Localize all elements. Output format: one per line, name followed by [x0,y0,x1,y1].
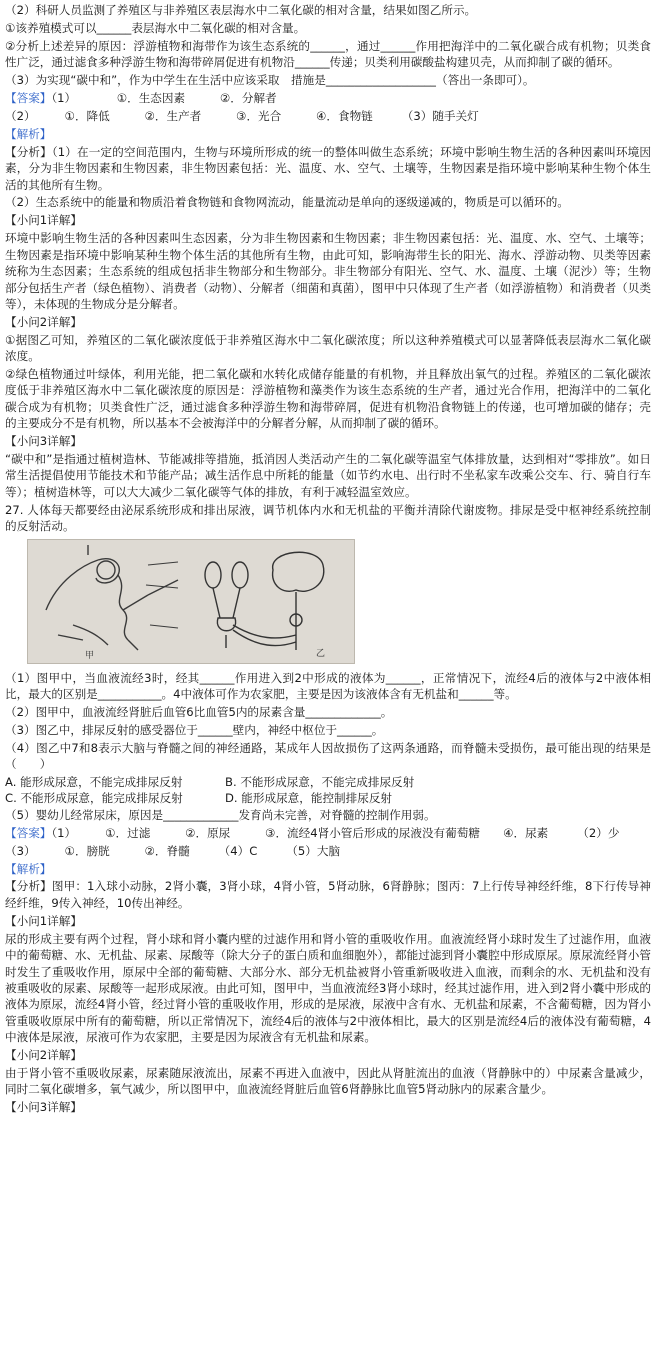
xiao2-heading: 【小问2详解】 [5,314,82,329]
q27-xiao1-heading: 【小问1详解】 [5,913,82,928]
option-d: D. 能形成尿意，能控制排尿反射 [225,791,393,806]
option-c: C. 不能形成尿意，能完成排尿反射 [5,791,183,806]
xiao3-heading: 【小问3详解】 [5,434,82,449]
q27-answer-block [5,825,651,841]
q27-analysis: 【分析】图甲：1入球小动脉，2肾小囊，3肾小球，4肾小管，5肾动脉，6肾静脉；图丙：7上行传导神经纤维，8下行传导神经纤维，9传入神经，10传出神经。 [5,879,651,910]
q27-xiao1-text: 尿的形成主要有两个过程，肾小球和肾小囊内壁的过滤作用和肾小管的重吸收作用。血液流经肾小球时发生了过滤作用，血液中的葡萄糖、水、无机盐、尿素、尿酸等（除大分子的蛋白质和血细胞外），都能过滤到肾小囊腔中形成原尿。原尿流经肾小管时发生了重吸收作用，原尿中全部的葡萄糖、大部分水、部分无机盐被肾小管重新吸收进入血液，而剩余的水、无机盐和没有被重吸收的尿素、尿酸等一起形成尿液。由此可知，图甲中，当血液流经3肾小球时，经其过滤作用，进入到2肾小囊中形成的液体为原尿，流经4肾小管，经过肾小管的重吸收作用，形成的是尿液，尿液中含有水、无机盐和尿素，不含葡萄糖，因为肾小管重吸收原尿中所有的葡萄糖，所以正常情况下，流经4后的液体与2中液体相比，最大的区别是流经4后的液体没有葡萄糖，4中液体是尿液，尿液可作为农家肥，主要是因为尿液含有无机盐和尿素。 [5,931,651,1045]
q2-intro: （2）科研人员监测了养殖区与非养殖区表层海水中二氧化碳的相对含量，结果如图乙所示。 [5,3,477,17]
q27-xiao2-text: 由于肾小管不重吸收尿素，尿素随尿液流出，尿素不再进入血液中，因此从肾脏流出的血液（肾静脉中的）中尿素含量减少，同时二氧化碳增多，氧气减少，所以图甲中，血液流经肾脏后血管6肾静脉比血管5肾动脉内的尿素含量少。 [5,1065,651,1097]
answer-tag: 【答案】 [5,91,52,106]
jiexi-tag: 【解析】 [5,126,52,141]
answer-line-2: （2） ①．降低 ②．生产者 ③．光合 ④．食物链 （3）随手关灯 [5,108,479,123]
q27-answer-line-1: （1） ①．过滤 ②．原尿 ③．流经4肾小管后形成的尿液没有葡萄糖 ④．尿素 （2）少 [51,825,620,840]
xiao3-text: “碳中和”是指通过植树造林、节能减排等措施，抵消因人类活动产生的二氧化碳等温室气体排放量，达到相对“零排放”。如日常生活提倡使用节能技术和节能产品；减生活作息中所耗的能量（如节约水电、出行时不坐私家车改乘公交车、行、骑自行车等）；植树造林等，可以大大减少二氧化碳等气体的排放，有利于减轻温室效应。 [5,452,651,499]
q27-q2: （2）图甲中，血液流经肾脏后血管6比血管5内的尿素含量_____________。 [5,704,393,719]
option-b: B. 不能形成尿意，不能完成排尿反射 [225,775,415,790]
q2-sub1: ①该养殖模式可以______表层海水中二氧化碳的相对含量。 [5,20,306,35]
q27-q3: （3）图乙中，排尿反射的感受器位于______壁内，神经中枢位于______。 [5,722,384,737]
fig-label-yi: 乙 [316,648,326,659]
xiao2-text-1: ①据图乙可知，养殖区的二氧化碳浓度低于非养殖区海水中二氧化碳浓度；所以这种养殖模式可以显著降低表层海水二氧化碳浓度。 [5,332,651,364]
answer-line-1: （1） ①．生态因素 ②．分解者 [51,91,277,106]
q3-question: （3）为实现“碳中和”，作为中学生在生活中应该采取 措施是___________________（答出一条即可）。 [5,73,535,88]
q27-jiexi-tag: 【解析】 [5,861,52,876]
q27-q1: （1）图甲中，当血液流经3时，经其______作用进入到2中形成的液体为______，正常情况下，流经4后的液体与2中液体相比，最大的区别是___________。4中液体可作为农家肥，主要是因为该液体含有无机盐和______等。 [5,670,651,701]
q4-options [5,774,651,807]
q27-xiao2-heading: 【小问2详解】 [5,1048,82,1063]
xiao1-heading: 【小问1详解】 [5,213,82,228]
fig-label-jia: 甲 [85,650,95,661]
q2-sub2: ②分析上述差异的原因：浮游植物和海带作为该生态系统的______，通过______作用把海洋中的二氧化碳合成有机物；贝类食性广泛，通过滤食多种浮游生物和海带碎屑促进有机物沿______传递；贝类利用碳酸盐构建贝壳，从而抑制了碳的循环。 [5,38,651,70]
analysis-2: （2）生态系统中的能量和物质沿着食物链和食物网流动，能量流动是单向的逐级递减的，物质是可以循环的。 [5,195,569,210]
q27-answer-line-2: （3） ①．膀胱 ②．脊髓 （4）C （5）大脑 [5,843,341,858]
q27-q4: （4）图乙中7和8表示大脑与脊髓之间的神经通路，某成年人因故损伤了这两条通路，而脊髓未受损伤，最可能出现的结果是（ ） [5,740,651,772]
q27-xiao3-heading: 【小问3详解】 [5,1100,82,1115]
q27-q5: （5）婴幼儿经常尿床，原因是_____________发育尚未完善，对脊髓的控制作用弱。 [5,807,436,822]
option-a: A. 能形成尿意，不能完成排尿反射 [5,775,183,790]
figure-drawing [28,540,354,663]
q27-answer-tag: 【答案】 [5,825,52,840]
urinary-system-figure [27,539,355,664]
xiao1-text: 环境中影响生物生活的各种因素叫生态因素，分为非生物因素和生物因素；非生物因素包括：光、温度、水、空气、土壤等；生物因素是指环境中影响某种生物个体生活的其他所有生物，由此可知，影响海带生长的阳光、海水、浮游动物、贝类等因素统称为生态因素；生态系统的组成包括非生物部分和生物部分。非生物部分有阳光、空气、水、温度、土壤（泥沙）等；生物部分包括生产者（绿色植物）、消费者（动物）、分解者（细菌和真菌），图甲中只体现了生产者（如浮游植物）和消费者（贝类等），未体现的生物成分是分解者。 [5,231,651,311]
q27-intro: 27. 人体每天都要经由泌尿系统形成和排出尿液，调节机体内水和无机盐的平衡并清除代谢废物。排尿是受中枢神经系统控制的反射活动。 [5,502,651,534]
xiao2-text-2: ②绿色植物通过叶绿体，利用光能，把二氧化碳和水转化成储存能量的有机物，并且释放出氧气的过程。养殖区的二氧化碳浓度低于非养殖区海水中二氧化碳浓度的原因是：浮游植物和藻类作为该生态系统的生产者，通过光合作用，把海洋中的二氧化碳合成为有机物；贝类食性广泛，通过滤食多种浮游生物和海带碎屑，促进有机物沿食物链上的传递，也可增加碳的储存；壳的主要成分不是有机物，所以基本不会被海洋中的分解者分解，从而抑制了碳的循环。 [5,367,651,431]
analysis-1: 【分析】（1）在一定的空间范围内，生物与环境所形成的统一的整体叫做生态系统；环境中影响生物生活的各种因素叫环境因素，分为非生物因素和生物因素，非生物因素包括：光、温度、水、空气、土壤等，生物因素是指环境中影响某种生物个体生活的其他所有生物。 [5,144,651,192]
answer-block-1 [5,90,651,106]
